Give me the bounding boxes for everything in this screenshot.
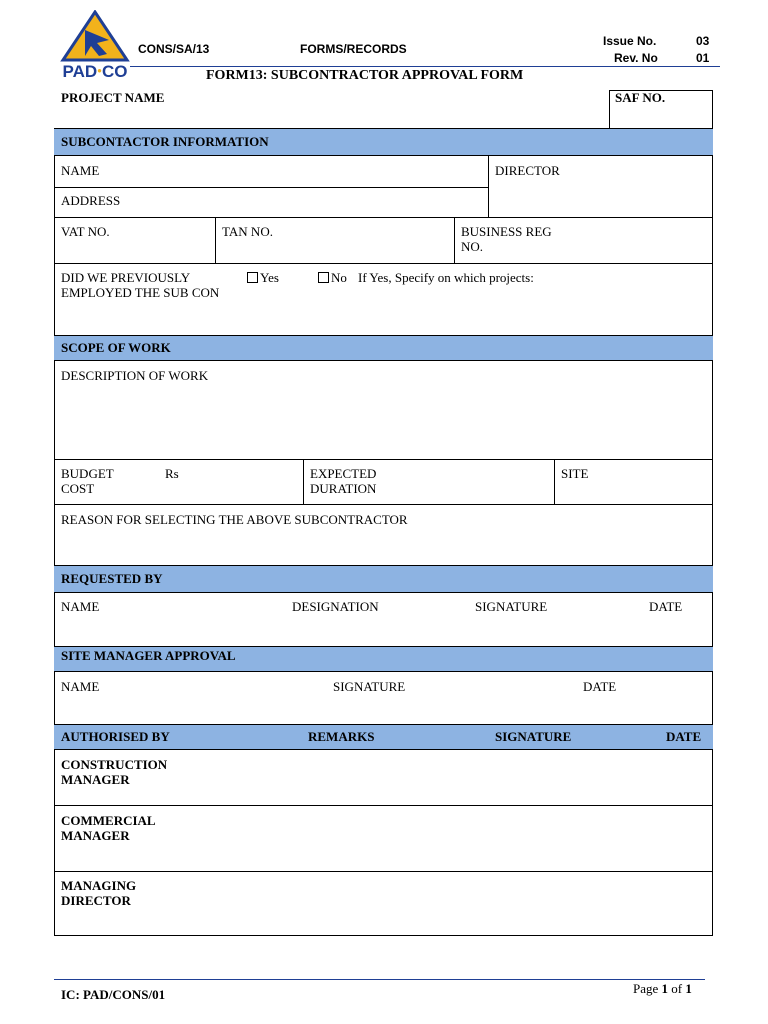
logo-text-right: CO [101, 62, 128, 81]
reason-label: REASON FOR SELECTING THE ABOVE SUBCONTRACTOR [61, 512, 408, 527]
no-label: No [331, 270, 347, 285]
managing-director-label: MANAGING DIRECTOR [61, 878, 137, 908]
footer-ic: IC: PAD/CONS/01 [61, 987, 166, 1002]
expected-duration-label: EXPECTED DURATION [310, 466, 377, 496]
page-of: of [671, 981, 683, 996]
issue-label: Issue No. [603, 34, 657, 48]
scope-section-title: SCOPE OF WORK [61, 340, 171, 355]
previously-employed-label: DID WE PREVIOUSLY EMPLOYED THE SUB CON [61, 270, 220, 300]
no-option[interactable] [318, 270, 347, 285]
description-label: DESCRIPTION OF WORK [61, 368, 209, 383]
issue-value: 03 [696, 34, 710, 48]
auth-signature-column-title: SIGNATURE [495, 729, 572, 744]
header-rule [130, 66, 720, 67]
subcontractor-section-title: SUBCONTACTOR INFORMATION [61, 134, 269, 149]
doc-code: CONS/SA/13 [138, 42, 210, 56]
address-label: ADDRESS [61, 193, 121, 208]
vat-no-label: VAT NO. [61, 224, 110, 239]
footer-rule [54, 979, 705, 980]
requested-section-title: REQUESTED BY [61, 571, 163, 586]
req-signature-label: SIGNATURE [475, 599, 548, 614]
budget-cost-label: BUDGET COST [61, 466, 114, 496]
page-current: 1 [661, 981, 669, 996]
req-name-label: NAME [61, 599, 100, 614]
remarks-column-title: REMARKS [308, 729, 375, 744]
req-designation-label: DESIGNATION [292, 599, 379, 614]
site-label: SITE [561, 466, 589, 481]
specify-projects-label: If Yes, Specify on which projects: [358, 270, 534, 285]
no-checkbox[interactable] [318, 272, 329, 283]
sm-signature-label: SIGNATURE [333, 679, 406, 694]
business-reg-label: BUSINESS REG NO. [461, 224, 552, 254]
yes-option[interactable] [247, 270, 279, 285]
site-manager-section-title: SITE MANAGER APPROVAL [61, 648, 236, 663]
page-total: 1 [685, 981, 692, 996]
name-label: NAME [61, 163, 100, 178]
padco-logo: PAD●CO [55, 10, 135, 82]
project-name-label: PROJECT NAME [61, 90, 165, 105]
auth-date-column-title: DATE [666, 729, 702, 744]
form-table [54, 90, 713, 936]
saf-no-label: SAF NO. [615, 90, 666, 105]
yes-label: Yes [260, 270, 279, 285]
logo-text-left: PAD [62, 62, 98, 81]
rev-value: 01 [696, 51, 710, 65]
currency-label: Rs [165, 466, 179, 481]
sm-date-label: DATE [583, 679, 617, 694]
page-word: Page [633, 981, 659, 996]
req-date-label: DATE [649, 599, 683, 614]
commercial-manager-label: COMMERCIAL MANAGER [61, 813, 155, 843]
form-title: FORM13: SUBCONTRACTOR APPROVAL FORM [206, 68, 524, 83]
tan-no-label: TAN NO. [222, 224, 273, 239]
doc-type: FORMS/RECORDS [300, 42, 407, 56]
rev-label: Rev. No [614, 51, 658, 65]
page-number [633, 981, 692, 997]
yes-checkbox[interactable] [247, 272, 258, 283]
director-label: DIRECTOR [495, 163, 560, 178]
construction-manager-label: CONSTRUCTION MANAGER [61, 757, 168, 787]
sm-name-label: NAME [61, 679, 100, 694]
authorised-by-title: AUTHORISED BY [61, 729, 170, 744]
